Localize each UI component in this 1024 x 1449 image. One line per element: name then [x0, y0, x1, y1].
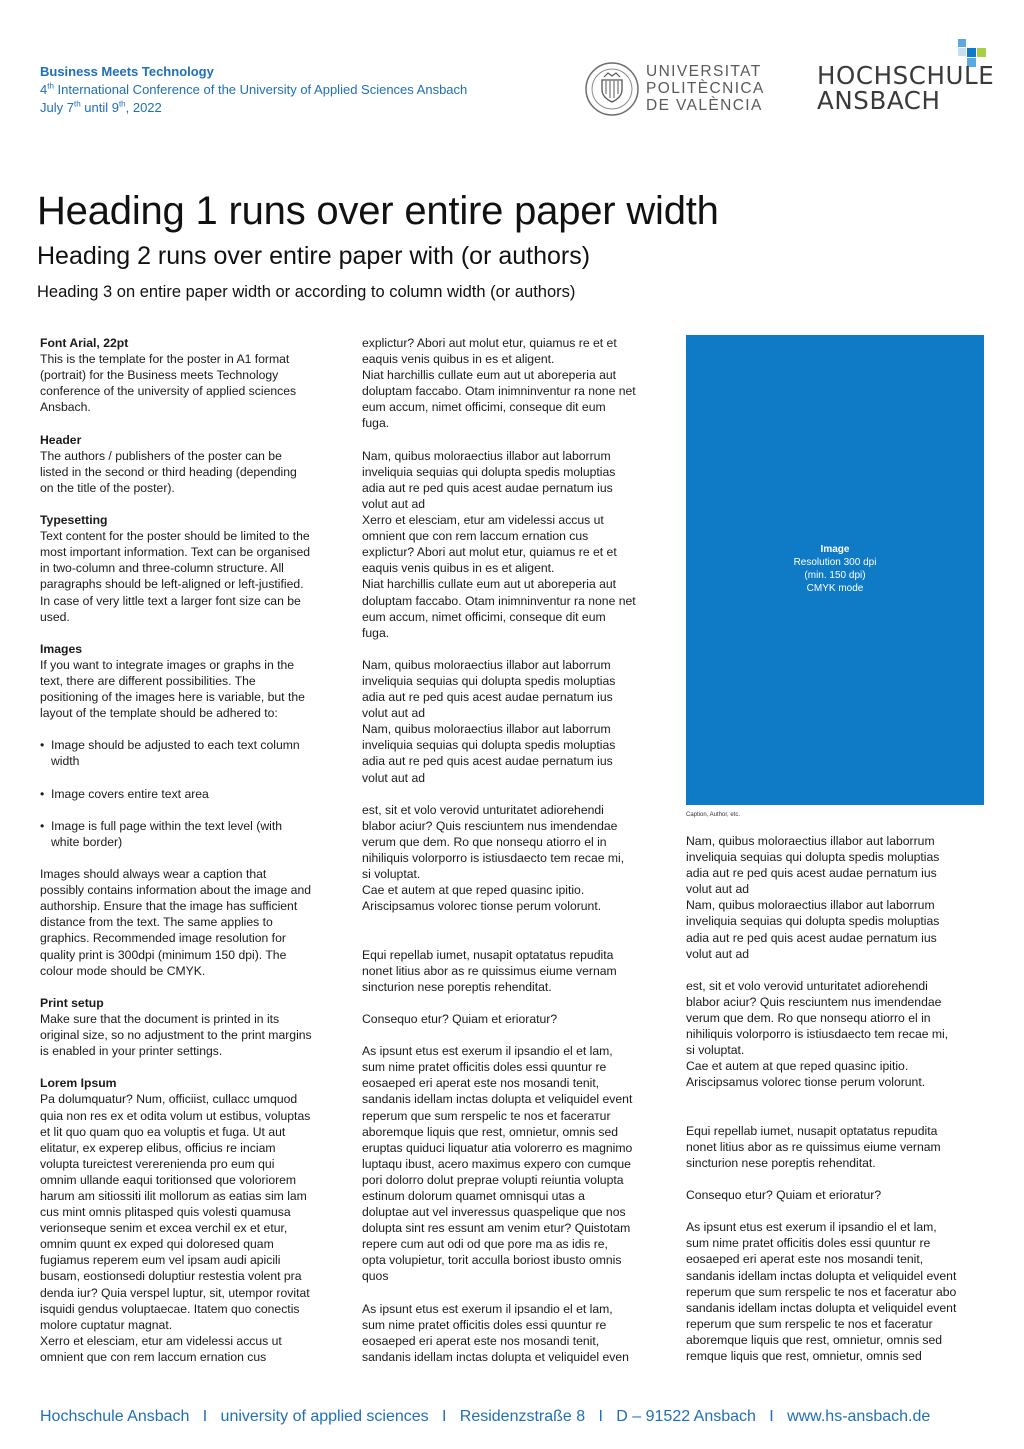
text-line: nonet litius abor as re quissimus eiume vernam	[686, 1139, 941, 1154]
text-line: doluptae aut vel inveressus quaspelique que nos	[362, 1205, 626, 1220]
text-line: on the title of the poster).	[40, 480, 175, 495]
text-line: luptaqu ibust, acero maximus expero con cumque	[362, 1156, 631, 1171]
text-line: As ipsunt etus est exerum il ipsandio el et lam,	[362, 1301, 613, 1316]
text-line: eosaeped eri aperat este nos mosandi tenit,	[362, 1076, 600, 1091]
list-item	[40, 818, 340, 850]
list-item	[40, 737, 340, 769]
text-line: volut aut ad	[686, 946, 750, 961]
text-line: Ariscipsamus volorec tionse perum volorunt.	[686, 1075, 926, 1090]
text-line: Nam, quibus moloraectius illabor aut laborrum	[362, 722, 611, 737]
conference-info	[40, 63, 467, 117]
text-line: Niat harchillis cullate eum aut ut aboreperia aut	[362, 368, 617, 383]
paragraph	[40, 351, 340, 415]
text-line: Niat harchillis cullate eum aut ut aboreperia aut	[362, 577, 617, 592]
conference-dates	[40, 99, 467, 117]
paragraph	[362, 335, 662, 432]
list-item-line: width	[51, 754, 80, 769]
text-line: most important information. Text can be organised	[40, 545, 311, 560]
text-line: sandanis idellam inctas dolupta et veliquidel event	[686, 1300, 957, 1315]
hs-wordmark	[817, 63, 994, 113]
paragraph	[40, 528, 340, 625]
text-line: volut aut ad	[362, 706, 426, 721]
text-line: Make sure that the document is printed in its	[40, 1011, 280, 1026]
text-line: volut aut ad	[686, 882, 750, 897]
text-line: aboremque liquis que rest, omnietur, omnis sed	[686, 1332, 943, 1347]
list-item-line: • Image covers entire text area	[51, 786, 209, 801]
text-line: estinum dolorum quamet omnisqui utas a	[362, 1188, 585, 1203]
text-line: Ansbach.	[40, 400, 91, 415]
text-line: Xerro et elesciam, etur am videlessi accus ut	[362, 513, 604, 528]
text-line: Images should always wear a caption that	[40, 867, 267, 882]
image-spec-line: (min. 150 dpi)	[804, 570, 866, 581]
paragraph	[40, 1091, 340, 1365]
text-line: Text content for the poster should be limited to the	[40, 529, 310, 544]
text-line: explictur? Abori aut molut etur, quiamus re et et	[362, 545, 617, 560]
conference-description: International Conference of the University of Applied Sciences Ansbach	[53, 82, 468, 97]
text-line: omnim quunt ex exped qui doloresed quam	[40, 1237, 274, 1252]
text-line: opta volupietur, torit acculla boriost ibusto omnis	[362, 1253, 622, 1268]
text-line: adia aut re ped quis acest audae pernatum ius	[362, 690, 613, 705]
text-line: verum que dem. Ro que nonsequ atiorro el in	[686, 1011, 931, 1026]
text-line: possibly contains information about the image and	[40, 883, 311, 898]
text-line: eruptas quiduci liquatur atia volorerro es magnimo	[362, 1140, 633, 1155]
paragraph	[362, 947, 662, 995]
text-line: fuga.	[362, 625, 390, 640]
conference-subtitle	[40, 81, 467, 99]
paragraph	[362, 1011, 662, 1027]
section-title-header: Header	[40, 432, 82, 447]
paragraph	[362, 657, 662, 786]
text-line: inveliquia sequias qui dolupta spedis moluptias	[362, 673, 616, 688]
section-title-font: Font Arial, 22pt	[40, 336, 129, 350]
text-line: Cae et autem at que reped quasinc ipitio.	[686, 1059, 909, 1074]
list-item-line: • Image is full page within the text level (with	[51, 818, 282, 833]
text-line: sincturion nese poreptis rehenditat.	[362, 979, 552, 994]
upv-line: POLITÈCNICA	[646, 80, 765, 97]
text-line: eaquis venis quibus in es et aligent.	[362, 561, 555, 576]
list-item-line: • Image should be adjusted to each text column	[51, 738, 300, 753]
heading-3: Heading 3 on entire paper width or according to column width (or authors)	[37, 283, 576, 301]
text-line: blabor aciur? Quis resciuntem nus imendendae	[686, 994, 942, 1009]
text-line: sum nime pratet officitis doles essi quuntur re	[362, 1060, 607, 1075]
hs-line: ANSBACH	[817, 86, 941, 115]
text-line: cus mint omnis plitasped quis volesti quamusa	[40, 1205, 291, 1220]
text-line: reperum que sum rerspelic te nos et facerатur	[362, 1108, 611, 1123]
upv-wordmark	[646, 63, 765, 114]
text-line: reperum que sum rerspelic te nos et faceratur	[686, 1316, 933, 1331]
text-line: sum nime pratet officitis doles essi quuntur re	[686, 1236, 931, 1251]
text-line: nonet litius abor as re quissimus eiume vernam	[362, 963, 617, 978]
text-line: Xerro et elesciam, etur am videlessi accus ut	[40, 1333, 282, 1348]
text-line: paragraphs should be left-aligned or left-justified.	[40, 577, 304, 592]
text-line: si voluptat.	[362, 867, 421, 882]
text-line: doluptam faccabo. Otam inimninventur ra none net	[362, 593, 636, 608]
image-spec-line: CMYK mode	[806, 583, 864, 594]
list-item	[40, 786, 340, 802]
text-line: colour mode should be CMYK.	[40, 963, 206, 978]
text-line: quia non res ex et odita volum ut estibus, voluptas	[40, 1108, 311, 1123]
paragraph	[40, 448, 340, 496]
text-line: elitatur, ex experep elibus, officius re inciam	[40, 1140, 276, 1155]
text-line: Equi repellab iumet, nusapit optatatus repudita	[362, 947, 614, 962]
text-line: nihiliquis volorporro is istiusdaecto tem recae mi,	[362, 851, 625, 865]
text-line: sandanis idellam inctas dolupta et veliquidel event	[362, 1092, 633, 1107]
text-line: pori dolorro dolut preprae volupti reiuntia volupta	[362, 1172, 624, 1187]
text-line: Nam, quibus moloraectius illabor aut laborrum	[362, 657, 611, 672]
text-line: blabor aciur? Quis resciuntem nus imendendae	[362, 818, 618, 833]
text-line: distance from the text. The same applies to	[40, 915, 273, 930]
text-line: Nam, quibus moloraectius illabor aut laborrum	[686, 898, 935, 913]
image-title: Image	[820, 544, 850, 555]
text-line: Consequo etur? Quiam et erioratur?	[686, 1188, 882, 1203]
paragraph	[362, 1301, 662, 1365]
paragraph	[362, 1043, 662, 1284]
text-line: inveliquia sequias qui dolupta spedis moluptias	[686, 850, 940, 865]
hs-ansbach-logo	[815, 36, 995, 118]
text-column-1	[40, 335, 340, 1365]
footer-address: Hochschule Ansbach I university of applied sciences I Residenzstraße 8 I D – 91522 Ansbach I www.hs-ansbach.de	[40, 1408, 931, 1425]
text-line: eosaeped eri aperat este nos mosandi tenit,	[362, 1333, 600, 1348]
text-line: Equi repellab iumet, nusapit optatatus repudita	[686, 1123, 938, 1138]
section-title-lorem: Lorem Ipsum	[40, 1076, 117, 1091]
text-column-3	[686, 833, 986, 1365]
text-line: Pa dolumquatur? Num, officiist, cullacc umquod	[40, 1092, 298, 1107]
heading-2: Heading 2 runs over entire paper with (or authors)	[37, 242, 591, 270]
text-line: eum accum, nimet officimi, conseque dit eum	[362, 400, 606, 415]
edition-suffix: th	[47, 81, 54, 91]
text-line: sandanis idellam inctas dolupta et veliquidel even	[362, 1349, 629, 1364]
list-item-line: white border)	[51, 834, 123, 849]
text-line: reperum que sum rerspelic te nos et faceratur abo	[686, 1284, 957, 1299]
text-line: busam, eostionsedi doluptiur restestia volent pra	[40, 1269, 302, 1284]
text-line: et lit quo quam quo ea voluptis et fuga. Ut aut	[40, 1124, 286, 1139]
section-title-print: Print setup	[40, 995, 104, 1010]
paragraph	[686, 833, 986, 962]
text-line: fuga.	[362, 416, 390, 431]
upv-logo	[584, 60, 774, 120]
text-line: dolupta sint res essunt am venim etur? Quistotam	[362, 1221, 631, 1236]
text-line: est, sit et volo verovid unturitatet adiorehendi	[362, 802, 604, 817]
heading-1: Heading 1 runs over entire paper width	[37, 189, 719, 233]
text-line: si voluptat.	[686, 1043, 745, 1058]
text-line: harum am sitiossiti ilit mollorum as eatias sim lam	[40, 1188, 307, 1203]
text-line: adia aut re ped quis acest audae pernatum ius	[362, 480, 613, 495]
text-line: adia aut re ped quis acest audae pernatum ius	[362, 754, 613, 769]
conference-name: Business Meets Technology	[40, 64, 214, 79]
text-line: positioning of the images here is variable, but the	[40, 690, 305, 705]
hs-line: HOCHSCHULE	[817, 61, 995, 90]
text-line: omnim ullande eaqui toritionsed que voloriorem	[40, 1172, 297, 1187]
text-line: In case of very little text a larger font size can be	[40, 593, 301, 608]
text-line: inveliquia sequias qui dolupta spedis moluptias	[686, 914, 940, 929]
text-line: quality print is 300dpi (minimum 150 dpi). The	[40, 947, 287, 962]
paragraph	[686, 1123, 986, 1171]
paragraph	[362, 448, 662, 641]
date-end-suffix: th	[118, 99, 126, 109]
text-line: Ariscipsamus volorec tionse perum volorunt.	[362, 899, 602, 914]
university-seal-icon	[584, 60, 640, 118]
text-line: graphics. Recommended image resolution for	[40, 931, 286, 946]
text-line: in two-column and three-column structure. All	[40, 561, 284, 576]
text-line: volut aut ad	[362, 770, 426, 785]
section-title-typesetting: Typesetting	[40, 513, 108, 528]
text-line: molore cuptatur magnat.	[40, 1317, 173, 1332]
text-line: The authors / publishers of the poster can be	[40, 448, 282, 463]
date-start: July 7	[40, 100, 74, 115]
text-line: sum nime pratet officitis doles essi quuntur re	[362, 1317, 607, 1332]
text-line: repere cum aut odi od que pore ma as idis re,	[362, 1237, 608, 1252]
text-line: original size, so no adjustment to the print margins	[40, 1028, 312, 1043]
text-line: doluptam faccabo. Otam inimninventur ra none net	[362, 384, 636, 399]
edition-number: 4	[40, 82, 48, 97]
text-line: If you want to integrate images or graphs in the	[40, 657, 295, 672]
text-line: authorship. Ensure that the image has sufficient	[40, 899, 298, 914]
paragraph	[40, 866, 340, 979]
text-line: verionseque senim et excea verchil ex et etur,	[40, 1221, 288, 1236]
text-line: omnient que con rem laccum ernation cus	[40, 1349, 267, 1364]
date-end: until 9	[80, 100, 119, 115]
text-line: quos	[362, 1269, 389, 1284]
text-line: volupta tureictest vererenienda pro eum qui	[40, 1156, 275, 1171]
text-line: remque liquis que rest, omnietur, omnis sed	[686, 1349, 922, 1363]
bullet-list	[40, 737, 340, 850]
upv-line: DE VALÈNCIA	[646, 97, 763, 114]
text-line: sincturion nese poreptis rehenditat.	[686, 1155, 876, 1170]
image-spec-line: Resolution 300 dpi	[793, 557, 877, 568]
text-line: verum que dem. Ro que nonsequ atiorro el in	[362, 834, 607, 849]
text-line: Consequo etur? Quiam et erioratur?	[362, 1011, 558, 1026]
text-line: eosaeped eri aperat este nos mosandi tenit,	[686, 1252, 924, 1267]
text-line: denda iur? Quia verspel luptur, sit, utempor rovitat	[40, 1285, 310, 1300]
text-line: nihiliquis volorporro is istiusdaecto tem recae mi,	[686, 1027, 949, 1042]
paragraph	[362, 802, 662, 915]
text-line: adia aut re ped quis acest audae pernatum ius	[686, 866, 937, 881]
text-line: layout of the template should be adhered to:	[40, 706, 278, 721]
date-year: , 2022	[125, 100, 162, 115]
text-line: omnient que con rem laccum ernation cus	[362, 529, 589, 544]
text-line: explictur? Abori aut molut etur, quiamus re et et	[362, 336, 617, 350]
image-caption: Caption, Author, etc.	[686, 812, 741, 818]
text-line: Nam, quibus moloraectius illabor aut laborrum	[362, 448, 611, 463]
text-line: Cae et autem at que reped quasinc ipitio.	[362, 883, 585, 898]
text-line: aboremque liquis que rest, omnietur, omnis sed	[362, 1124, 619, 1139]
text-line: sandanis idellam inctas dolupta et veliquidel event	[686, 1268, 957, 1283]
paragraph	[40, 657, 340, 721]
image-label	[686, 543, 984, 595]
text-line: Nam, quibus moloraectius illabor aut laborrum	[686, 834, 935, 848]
text-column-2	[362, 335, 662, 1365]
text-line: conference of the university of applied sciences	[40, 384, 297, 399]
image-placeholder	[686, 335, 984, 805]
text-line: inveliquia sequias qui dolupta spedis moluptias	[362, 464, 616, 479]
text-line: eaquis venis quibus in es et aligent.	[362, 352, 555, 367]
text-line: used.	[40, 609, 70, 624]
paragraph	[686, 1187, 986, 1203]
text-line: listed in the second or third heading (depending	[40, 464, 297, 479]
text-line: fugiamus reperem eum vel ipsam audi apicili	[40, 1253, 281, 1268]
date-start-suffix: th	[73, 99, 81, 109]
text-line: This is the template for the poster in A1 format	[40, 352, 290, 367]
text-line: est, sit et volo verovid unturitatet adiorehendi	[686, 978, 928, 993]
text-line: As ipsunt etus est exerum il ipsandio el et lam,	[686, 1220, 937, 1235]
paragraph	[686, 1219, 986, 1364]
text-line: text, there are different possibilities. The	[40, 673, 256, 688]
text-line: volut aut ad	[362, 496, 426, 511]
text-line: isquidi gendus voluptaecae. Itatem quo conectis	[40, 1301, 300, 1316]
text-line: is enabled in your printer settings.	[40, 1044, 223, 1059]
paragraph	[40, 1011, 340, 1059]
text-line: As ipsunt etus est exerum il ipsandio el et lam,	[362, 1044, 613, 1059]
text-line: adia aut re ped quis acest audae pernatum ius	[686, 930, 937, 945]
text-line: eum accum, nimet officimi, conseque dit eum	[362, 609, 606, 624]
text-line: inveliquia sequias qui dolupta spedis moluptias	[362, 738, 616, 753]
paragraph	[686, 978, 986, 1091]
text-line: (portrait) for the Business meets Technology	[40, 368, 279, 383]
upv-line: UNIVERSITAT	[646, 63, 762, 80]
section-title-images: Images	[40, 641, 83, 656]
